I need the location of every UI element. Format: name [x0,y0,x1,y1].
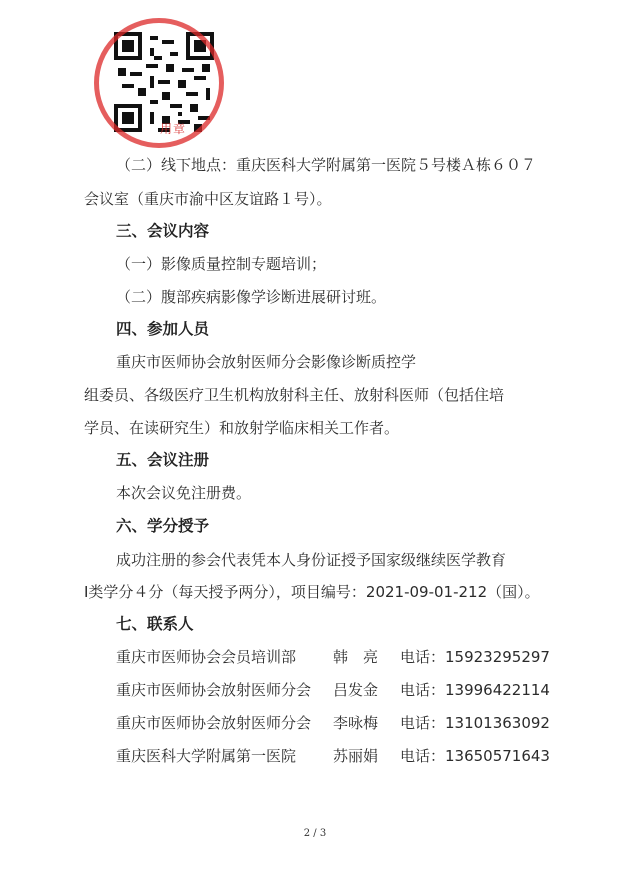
content-item-1: （一）影像质量控制专题培训； [116,255,327,273]
contact-org: 重庆医科大学附属第一医院 [116,747,297,765]
contact-phone: 电话：13101363092 [400,714,550,732]
attendees-line-3: 学员、在读研究生）和放射学临床相关工作者。 [84,419,400,437]
red-seal-stamp [94,18,224,148]
attendees-line-1: 重庆市医师协会放射医师分会影像诊断质控学 [116,353,417,371]
contact-phone: 电话：15923295297 [400,648,550,666]
attendees-line-2: 组委员、各级医疗卫生机构放射科主任、放射科医师（包括住培 [84,386,505,404]
registration-text: 本次会议免注册费。 [116,484,252,502]
stamp-text: 用章 [160,122,187,136]
section-heading-attendees: 四、参加人员 [116,320,210,338]
location-line-2: 会议室（重庆市渝中区友谊路１号）。 [84,190,332,208]
contact-org: 重庆市医师协会放射医师分会 [116,714,312,732]
contact-name: 吕发金 [333,681,379,699]
location-line-1: （二）线下地点：重庆医科大学附属第一医院５号楼Ａ栋６０７ [116,156,537,174]
contact-phone: 电话：13650571643 [400,747,550,765]
section-heading-contact: 七、联系人 [116,615,194,633]
qr-code-with-stamp [98,18,228,148]
contact-org: 重庆市医师协会会员培训部 [116,648,297,666]
credit-line-1: 成功注册的参会代表凭本人身份证授予国家级继续医学教育 [116,551,507,569]
section-heading-credit: 六、学分授予 [116,517,210,535]
content-item-2: （二）腹部疾病影像学诊断进展研讨班。 [116,288,387,306]
credit-line-2: Ⅰ类学分４分（每天授予两分），项目编号：2021-09-01-212（国）。 [84,583,540,601]
contact-phone: 电话：13996422114 [400,681,550,699]
contact-org: 重庆市医师协会放射医师分会 [116,681,312,699]
contact-name: 李咏梅 [333,714,379,732]
contact-name: 苏丽娟 [333,747,379,765]
section-heading-registration: 五、会议注册 [116,451,210,469]
page-number: 2 / 3 [303,828,327,839]
section-heading-content: 三、会议内容 [116,222,210,240]
contact-name: 韩 亮 [333,648,379,666]
